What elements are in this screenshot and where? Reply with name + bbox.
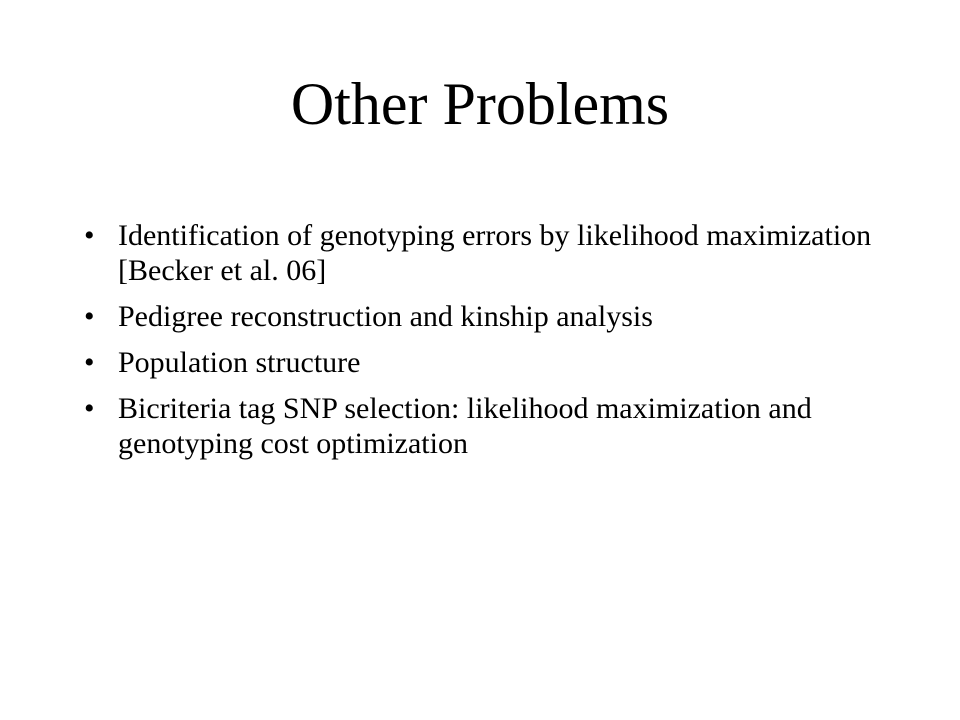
bullet-item [84, 218, 884, 288]
slide-title: Other Problems [290, 71, 670, 137]
bullet-text: Pedigree reconstruction and kinship analysis [118, 300, 653, 333]
bullet-item [84, 345, 884, 380]
bullet-item [84, 391, 884, 461]
bullet-list [84, 218, 884, 472]
bullet-icon: • [84, 300, 95, 333]
bullet-text: Bicriteria tag SNP selection: likelihood maximization and genotyping cost optimization [118, 392, 812, 460]
bullet-item [84, 299, 884, 334]
bullet-text: Population structure [118, 346, 361, 379]
bullet-text: Identification of genotyping errors by likelihood maximization [Becker et al. 06] [118, 219, 872, 287]
bullet-icon: • [84, 219, 95, 252]
bullet-icon: • [84, 392, 95, 425]
bullet-icon: • [84, 346, 95, 379]
